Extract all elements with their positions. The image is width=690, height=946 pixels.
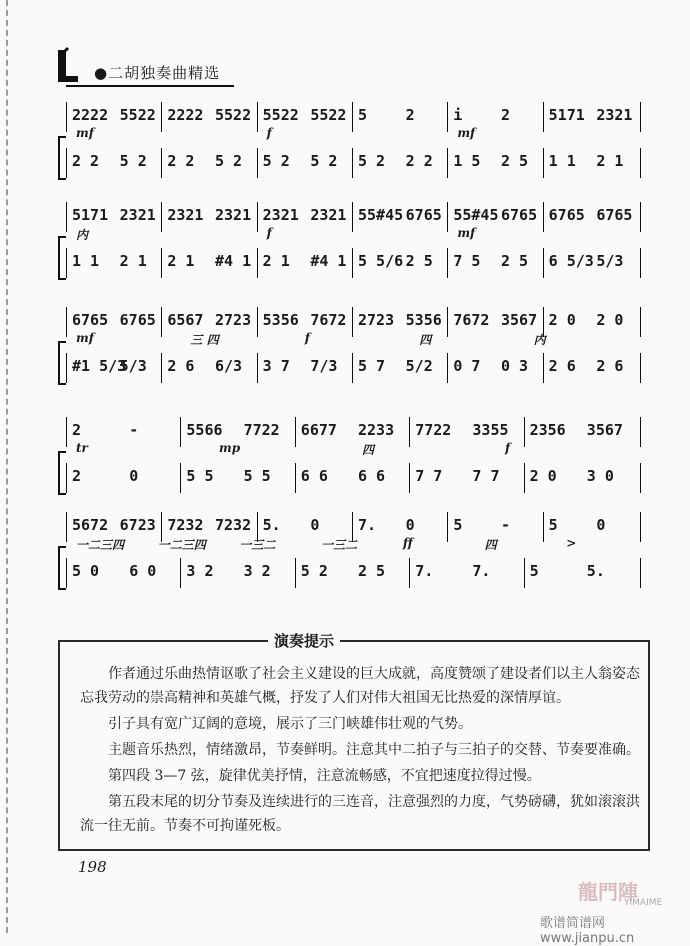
upper-part-note: 55#45 (358, 206, 404, 224)
barline (352, 307, 353, 337)
upper-part-note: 7722 (243, 421, 280, 439)
book-logo-icon (52, 46, 92, 88)
barline (543, 148, 544, 178)
barline (447, 148, 448, 178)
lower-part-note: 7/3 (310, 357, 338, 375)
upper-part-note: 6765 (501, 206, 538, 224)
barline (640, 417, 641, 447)
upper-part-note: 5522 (119, 106, 156, 124)
barline (66, 558, 67, 588)
system-brace (58, 451, 66, 495)
watermark-logo: 龍門陣 (578, 880, 638, 904)
upper-part-note: 2 (72, 421, 82, 439)
lower-part-note: 1 1 (72, 252, 100, 270)
upper-part-note: 5 (548, 516, 558, 534)
upper-part-note: 3355 (472, 421, 509, 439)
upper-part-note: 2321 (119, 206, 156, 224)
upper-part-note: 2 (501, 106, 511, 124)
upper-part-note: 5522 (310, 106, 347, 124)
barline (66, 307, 67, 337)
lower-part-note: 3 7 (262, 357, 290, 375)
lower-part-note: 3 2 (186, 562, 214, 580)
notes-paragraph: 第四段 3—7 弦，旋律优美抒情，注意流畅感，不宜把速度拉得过慢。 (108, 768, 541, 784)
lower-part-note: 5 2 (358, 152, 386, 170)
upper-part-note: i (453, 106, 463, 124)
upper-part-note: 55#45 (453, 206, 499, 224)
upper-part-note: - (129, 421, 139, 439)
barline (640, 512, 641, 542)
barline (640, 248, 641, 278)
upper-part-note: 5 (358, 106, 368, 124)
dynamic-mark: mf (457, 126, 476, 140)
barline (180, 558, 181, 588)
upper-part-note: 2723 (215, 311, 252, 329)
lower-part-note: 2 (72, 467, 82, 485)
lower-part-note: 2 6 (596, 357, 624, 375)
dynamic-mark: f (304, 331, 310, 345)
lower-part-note: 5. (586, 562, 605, 580)
dynamic-mark: 三 四 (190, 333, 219, 347)
lower-part-note: 5 5 (186, 467, 214, 485)
lower-part-note: 2 2 (72, 152, 100, 170)
dynamic-mark: 四 (419, 333, 432, 347)
upper-part-note: 6723 (119, 516, 156, 534)
lower-part-note: 0 7 (453, 357, 481, 375)
barline (447, 512, 448, 542)
barline (66, 417, 67, 447)
barline (543, 102, 544, 132)
dynamic-mark: 一二三四 (157, 538, 206, 552)
lower-part-note: #4 1 (310, 252, 347, 270)
lower-part-note: 5 2 (262, 152, 290, 170)
lower-part-note: 2 6 (167, 357, 195, 375)
barline (257, 202, 258, 232)
upper-part-note: 5522 (215, 106, 252, 124)
lower-part-note: 1 5 (453, 152, 481, 170)
dynamic-mark: ff (402, 536, 413, 550)
lower-part-note: 6 0 (129, 562, 157, 580)
barline (161, 307, 162, 337)
dynamic-mark: mf (76, 126, 94, 140)
lower-part-note: 2 2 (167, 152, 195, 170)
lower-part-note: 5 0 (72, 562, 100, 580)
barline (180, 463, 181, 493)
lower-part-note: 2 1 (119, 252, 147, 270)
barline (640, 353, 641, 383)
notes-paragraph: 主题音乐热烈，情绪激昂，节奏鲜明。注意其中二拍子与三拍子的交替、节奏要准确。 (108, 742, 640, 758)
upper-part-note: 7. (358, 516, 377, 534)
upper-part-note: 6765 (596, 206, 633, 224)
lower-part-note: 6 6 (300, 467, 328, 485)
barline (543, 202, 544, 232)
lower-part-note: 2 1 (167, 252, 195, 270)
upper-part-note: 6765 (119, 311, 156, 329)
lower-part-note: 7. (415, 562, 434, 580)
lower-part-note: 5 7 (358, 357, 386, 375)
system-brace (58, 341, 66, 385)
lower-part-note: 7 5 (453, 252, 481, 270)
upper-part-note: 2321 (310, 206, 347, 224)
upper-part-note: 0 (596, 516, 606, 534)
lower-part-note: 3 0 (586, 467, 614, 485)
barline (640, 558, 641, 588)
dynamic-mark: f (266, 126, 272, 140)
upper-part-note: 5356 (405, 311, 442, 329)
lower-part-note: 2 1 (262, 252, 290, 270)
barline (161, 148, 162, 178)
barline (257, 307, 258, 337)
barline (257, 353, 258, 383)
lower-part-note: 5 2 (310, 152, 338, 170)
upper-part-note: 6765 (72, 311, 109, 329)
barline (66, 463, 67, 493)
barline (447, 202, 448, 232)
upper-part-note: 5672 (72, 516, 109, 534)
barline (447, 102, 448, 132)
upper-part-note: 0 (405, 516, 415, 534)
system-brace (58, 546, 66, 590)
upper-part-note: 6765 (548, 206, 585, 224)
upper-part-note: 5522 (262, 106, 299, 124)
barline (66, 248, 67, 278)
notes-heading: 演奏提示 (268, 630, 340, 651)
dynamic-mark: mf (76, 331, 94, 345)
upper-part-note: 2222 (72, 106, 109, 124)
lower-part-note: 5 2 (215, 152, 243, 170)
lower-part-note: 7 7 (415, 467, 443, 485)
system-brace (58, 136, 66, 180)
lower-part-note: 5 2 (119, 152, 147, 170)
barline (257, 102, 258, 132)
upper-part-note: 5566 (186, 421, 223, 439)
barline (352, 248, 353, 278)
lower-part-note: 5/2 (405, 357, 433, 375)
lower-part-note: 5 (529, 562, 539, 580)
barline (257, 148, 258, 178)
upper-part-note: 2 0 (548, 311, 576, 329)
system-brace (58, 236, 66, 280)
dynamic-mark: mf (457, 226, 476, 240)
lower-part-note: 5 5/6 (358, 252, 404, 270)
upper-part-note: 7722 (415, 421, 452, 439)
notes-paragraph: 引子具有宽广辽阔的意境，展示了三门峡雄伟壮观的气势。 (108, 716, 472, 732)
upper-part-note: 2 0 (596, 311, 624, 329)
upper-part-note: 6765 (405, 206, 442, 224)
upper-part-note: 3567 (586, 421, 623, 439)
upper-part-note: 0 (310, 516, 320, 534)
page-number: 198 (78, 858, 107, 876)
barline (295, 463, 296, 493)
barline (640, 202, 641, 232)
dynamic-mark: 一二三四 (76, 538, 125, 552)
watermark-caption: 歌谱简谱网 www.jianpu.cn (540, 916, 635, 946)
lower-part-note: 6 5/3 (548, 252, 594, 270)
upper-part-note: 6567 (167, 311, 204, 329)
dynamic-mark: 内 (76, 228, 89, 242)
lower-part-note: 5 2 (300, 562, 328, 580)
lower-part-note: 6 6 (358, 467, 386, 485)
header-rule (66, 85, 234, 87)
upper-part-note: 7672 (310, 311, 347, 329)
lower-part-note: #4 1 (215, 252, 252, 270)
upper-part-note: 2222 (167, 106, 204, 124)
barline (524, 463, 525, 493)
barline (409, 417, 410, 447)
barline (447, 248, 448, 278)
barline (543, 248, 544, 278)
notes-paragraph: 第五段末尾的切分节奏及连续进行的三连音，注意强烈的力度，气势磅礴，犹如滚滚洪流一往无前。节奏不可拘谨死板。 (80, 794, 640, 834)
dynamic-mark: 四 (362, 443, 375, 457)
dynamic-mark: 一三二 (239, 538, 276, 552)
lower-part-note: 2 5 (358, 562, 386, 580)
binding-edge (0, 0, 8, 933)
barline (409, 463, 410, 493)
upper-part-note: 5 (453, 516, 463, 534)
barline (543, 512, 544, 542)
lower-part-note: 7. (472, 562, 491, 580)
notes-paragraph: 作者通过乐曲热情讴歌了社会主义建设的巨大成就，高度赞颂了建设者们以主人翁姿态忘我劳动的崇高精神和英雄气概，抒发了人们对伟大祖国无比热爱的深情厚谊。 (80, 666, 640, 706)
lower-part-note: 1 1 (548, 152, 576, 170)
lower-part-note: 7 7 (472, 467, 500, 485)
barline (257, 248, 258, 278)
upper-part-note: 2233 (358, 421, 395, 439)
barline (640, 148, 641, 178)
upper-part-note: - (501, 516, 511, 534)
dynamic-mark: > (566, 536, 577, 550)
lower-part-note: 5/3 (596, 252, 624, 270)
barline (66, 512, 67, 542)
barline (543, 353, 544, 383)
lower-part-note: 2 5 (405, 252, 433, 270)
lower-part-note: 2 5 (501, 152, 529, 170)
barline (352, 202, 353, 232)
barline (409, 558, 410, 588)
barline (447, 353, 448, 383)
upper-part-note: 3567 (501, 311, 538, 329)
barline (161, 248, 162, 278)
barline (352, 353, 353, 383)
lower-part-note: 0 (129, 467, 139, 485)
barline (352, 148, 353, 178)
lower-part-note: 2 6 (548, 357, 576, 375)
upper-part-note: 2723 (358, 311, 395, 329)
upper-part-note: 5356 (262, 311, 299, 329)
watermark-site: YIMAIME (624, 898, 663, 908)
barline (640, 463, 641, 493)
upper-part-note: 7672 (453, 311, 490, 329)
dynamic-mark: tr (76, 441, 88, 455)
lower-part-note: 2 5 (501, 252, 529, 270)
upper-part-note: 2321 (262, 206, 299, 224)
lower-part-note: 6/3 (215, 357, 243, 375)
lower-part-note: 5 5 (243, 467, 271, 485)
dynamic-mark: f (266, 226, 272, 240)
dynamic-mark: f (505, 441, 511, 455)
barline (161, 102, 162, 132)
barline (66, 148, 67, 178)
lower-part-note: 3 2 (243, 562, 271, 580)
barline (352, 102, 353, 132)
barline (295, 417, 296, 447)
barline (524, 558, 525, 588)
book-title: ●二胡独奏曲精选 (94, 64, 221, 82)
upper-part-note: 2321 (596, 106, 633, 124)
barline (161, 353, 162, 383)
dynamic-mark: 四 (484, 538, 497, 552)
upper-part-note: 5171 (548, 106, 585, 124)
lower-part-note: 5/3 (119, 357, 147, 375)
barline (640, 102, 641, 132)
upper-part-note: 6677 (300, 421, 337, 439)
barline (66, 102, 67, 132)
upper-part-note: 7232 (215, 516, 252, 534)
lower-part-note: 0 3 (501, 357, 529, 375)
upper-part-note: 2321 (215, 206, 252, 224)
lower-part-note: 2 0 (529, 467, 557, 485)
dynamic-mark: mp (219, 441, 241, 455)
upper-part-note: 7232 (167, 516, 204, 534)
upper-part-note: 5. (262, 516, 281, 534)
barline (295, 558, 296, 588)
upper-part-note: 5171 (72, 206, 109, 224)
barline (161, 202, 162, 232)
dynamic-mark: 内 (533, 333, 546, 347)
barline (447, 307, 448, 337)
lower-part-note: 2 2 (405, 152, 433, 170)
dynamic-mark: 一三二 (321, 538, 358, 552)
upper-part-note: 2356 (529, 421, 566, 439)
barline (180, 417, 181, 447)
barline (66, 353, 67, 383)
barline (640, 307, 641, 337)
upper-part-note: 2321 (167, 206, 204, 224)
upper-part-note: 2 (405, 106, 415, 124)
lower-part-note: 2 1 (596, 152, 624, 170)
lower-part-note: #1 5/3 (72, 357, 127, 375)
barline (524, 417, 525, 447)
barline (66, 202, 67, 232)
